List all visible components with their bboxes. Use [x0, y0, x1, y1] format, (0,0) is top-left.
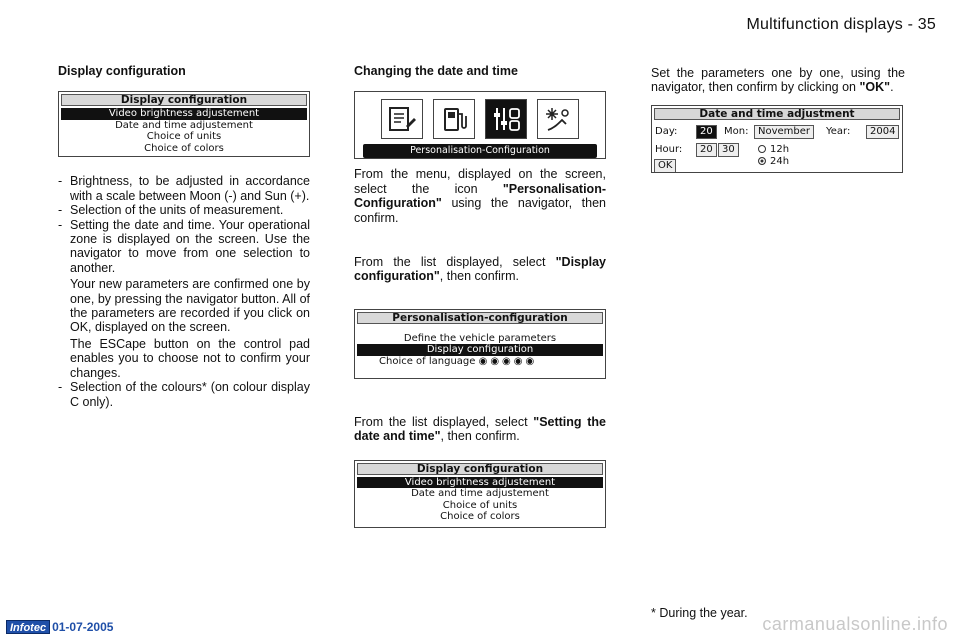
text-setting-date-time-bold: "Setting the date and time": [354, 414, 606, 444]
sub-paragraph-confirm: Your new parameters are confirmed one by one, by pressing the navigator button. All of the parameters are recorded if you click on OK, displayed on the screen.: [70, 277, 310, 335]
settings-sliders-icon: [485, 99, 527, 139]
fuel-pump-icon: [433, 99, 475, 139]
menu-item-display-configuration: Display configuration: [357, 344, 603, 356]
month-field: November: [754, 125, 814, 139]
text-display-config-bold: "Display configuration": [354, 255, 606, 284]
personalisation-configuration-screen: [354, 309, 606, 379]
page-header: Multifunction displays - 35: [746, 16, 936, 33]
text-then-confirm: , then confirm.: [439, 269, 519, 284]
text-using-navigator: using the navigator, then confirm.: [354, 196, 606, 225]
format-12h-label: 12h: [770, 143, 790, 155]
menu-item-colors: Choice of colors: [144, 142, 224, 154]
date-time-adjustment-screen: [651, 105, 903, 173]
screen-title: Display configuration: [357, 463, 603, 475]
bullet-units: - Selection of the units of measurement.: [58, 203, 310, 217]
footnote: * During the year.: [651, 606, 748, 620]
screen-title: Personalisation-configuration: [357, 312, 603, 324]
column-set-parameters: [651, 66, 905, 173]
menu-item-video-brightness: Video brightness adjustement: [357, 477, 603, 489]
screen-menu-list: [355, 477, 605, 523]
month-label: Mon:: [724, 125, 749, 137]
menu-icons-screen: [354, 91, 606, 159]
screen-title: Date and time adjustment: [654, 108, 900, 120]
format-24h-option: [758, 155, 789, 169]
menu-item-date-time: Date and time adjustement: [115, 119, 253, 131]
day-field: 20: [696, 125, 717, 139]
paragraph-set-parameters: [651, 66, 905, 95]
footer-date: 01-07-2005: [52, 620, 114, 634]
paragraph-select-date-time: [354, 415, 606, 444]
bullet-list: [58, 174, 310, 275]
menu-item-units: Choice of units: [442, 499, 518, 511]
text-personalisation-bold: "Personalisation-Configuration": [354, 181, 606, 211]
text-set-parameters: Set the parameters one by one, using the navigator, then confirm by clicking on: [651, 66, 905, 95]
menu-item-units: Choice of units: [146, 131, 222, 143]
screen-menu-list: [355, 333, 605, 368]
text-from-list: From the list displayed, select: [354, 255, 556, 270]
menu-item-language: [355, 356, 605, 368]
screen-menu-list: [59, 108, 309, 154]
column-changing-date-time: [354, 64, 606, 528]
text-then-confirm-2: , then confirm.: [440, 429, 520, 444]
ok-row: [652, 155, 902, 173]
text-ok-bold: "OK": [859, 80, 891, 95]
screen-title: Display configuration: [61, 94, 307, 106]
language-flags-icon: ◉◉◉◉◉: [478, 355, 538, 367]
display-configuration-screen-2: [354, 460, 606, 528]
hour-field: 20: [696, 143, 717, 157]
icon-row: [355, 92, 605, 139]
text-period: .: [890, 80, 894, 95]
menu-item-language-text: Choice of language: [379, 355, 476, 367]
paragraph-select-icon: [354, 167, 606, 225]
service-book-icon: [381, 99, 423, 139]
menu-item-video-brightness: Video brightness adjustement: [61, 108, 307, 120]
watermark: carmanualsonline.info: [762, 614, 948, 634]
radio-24h-icon: [758, 157, 766, 165]
day-label: Day:: [655, 125, 678, 137]
bullet-colours: - Selection of the colours* (on colour display C only).: [58, 380, 310, 409]
section-title-changing-date-time: Changing the date and time: [354, 64, 518, 78]
hour-label: Hour:: [655, 143, 683, 155]
text-select-icon: From the menu, displayed on the screen, select the icon: [354, 167, 606, 196]
radio-12h-icon: [758, 145, 766, 153]
bullet-date-time-text: Setting the date and time. Your operational zone is displayed on the screen. Use the navigator to move from one selection to another.: [70, 217, 310, 275]
menu-item-colors: Choice of colors: [440, 511, 520, 523]
climate-icon: [537, 99, 579, 139]
menu-item-vehicle-parameters: Define the vehicle parameters: [403, 332, 557, 344]
display-configuration-screen: [58, 91, 310, 157]
icon-caption-personalisation: Personalisation-Configuration: [363, 144, 597, 158]
year-label: Year:: [826, 125, 851, 137]
date-row: [652, 123, 902, 141]
year-field: 2004: [866, 125, 899, 139]
bullet-brightness: - Brightness, to be adjusted in accordance with a scale between Moon (-) and Sun (+).: [58, 174, 310, 203]
minute-field: 30: [718, 143, 739, 157]
section-title-display-configuration: Display configuration: [58, 64, 186, 78]
text-from-list-2: From the list displayed, select: [354, 414, 534, 429]
bullet-date-time: [58, 218, 310, 276]
footer: [6, 620, 113, 634]
column-display-configuration: [58, 64, 310, 409]
ok-field: OK: [654, 159, 676, 173]
bullet-list-colors: [58, 380, 310, 409]
paragraph-select-display-config: [354, 255, 606, 284]
menu-item-date-time: Date and time adjustement: [411, 488, 549, 500]
infotec-logo: Infotec: [6, 620, 50, 634]
format-24h-label: 24h: [770, 155, 790, 167]
sub-paragraph-escape: The ESCape button on the control pad enables you to choose not to confirm your changes.: [70, 336, 310, 380]
